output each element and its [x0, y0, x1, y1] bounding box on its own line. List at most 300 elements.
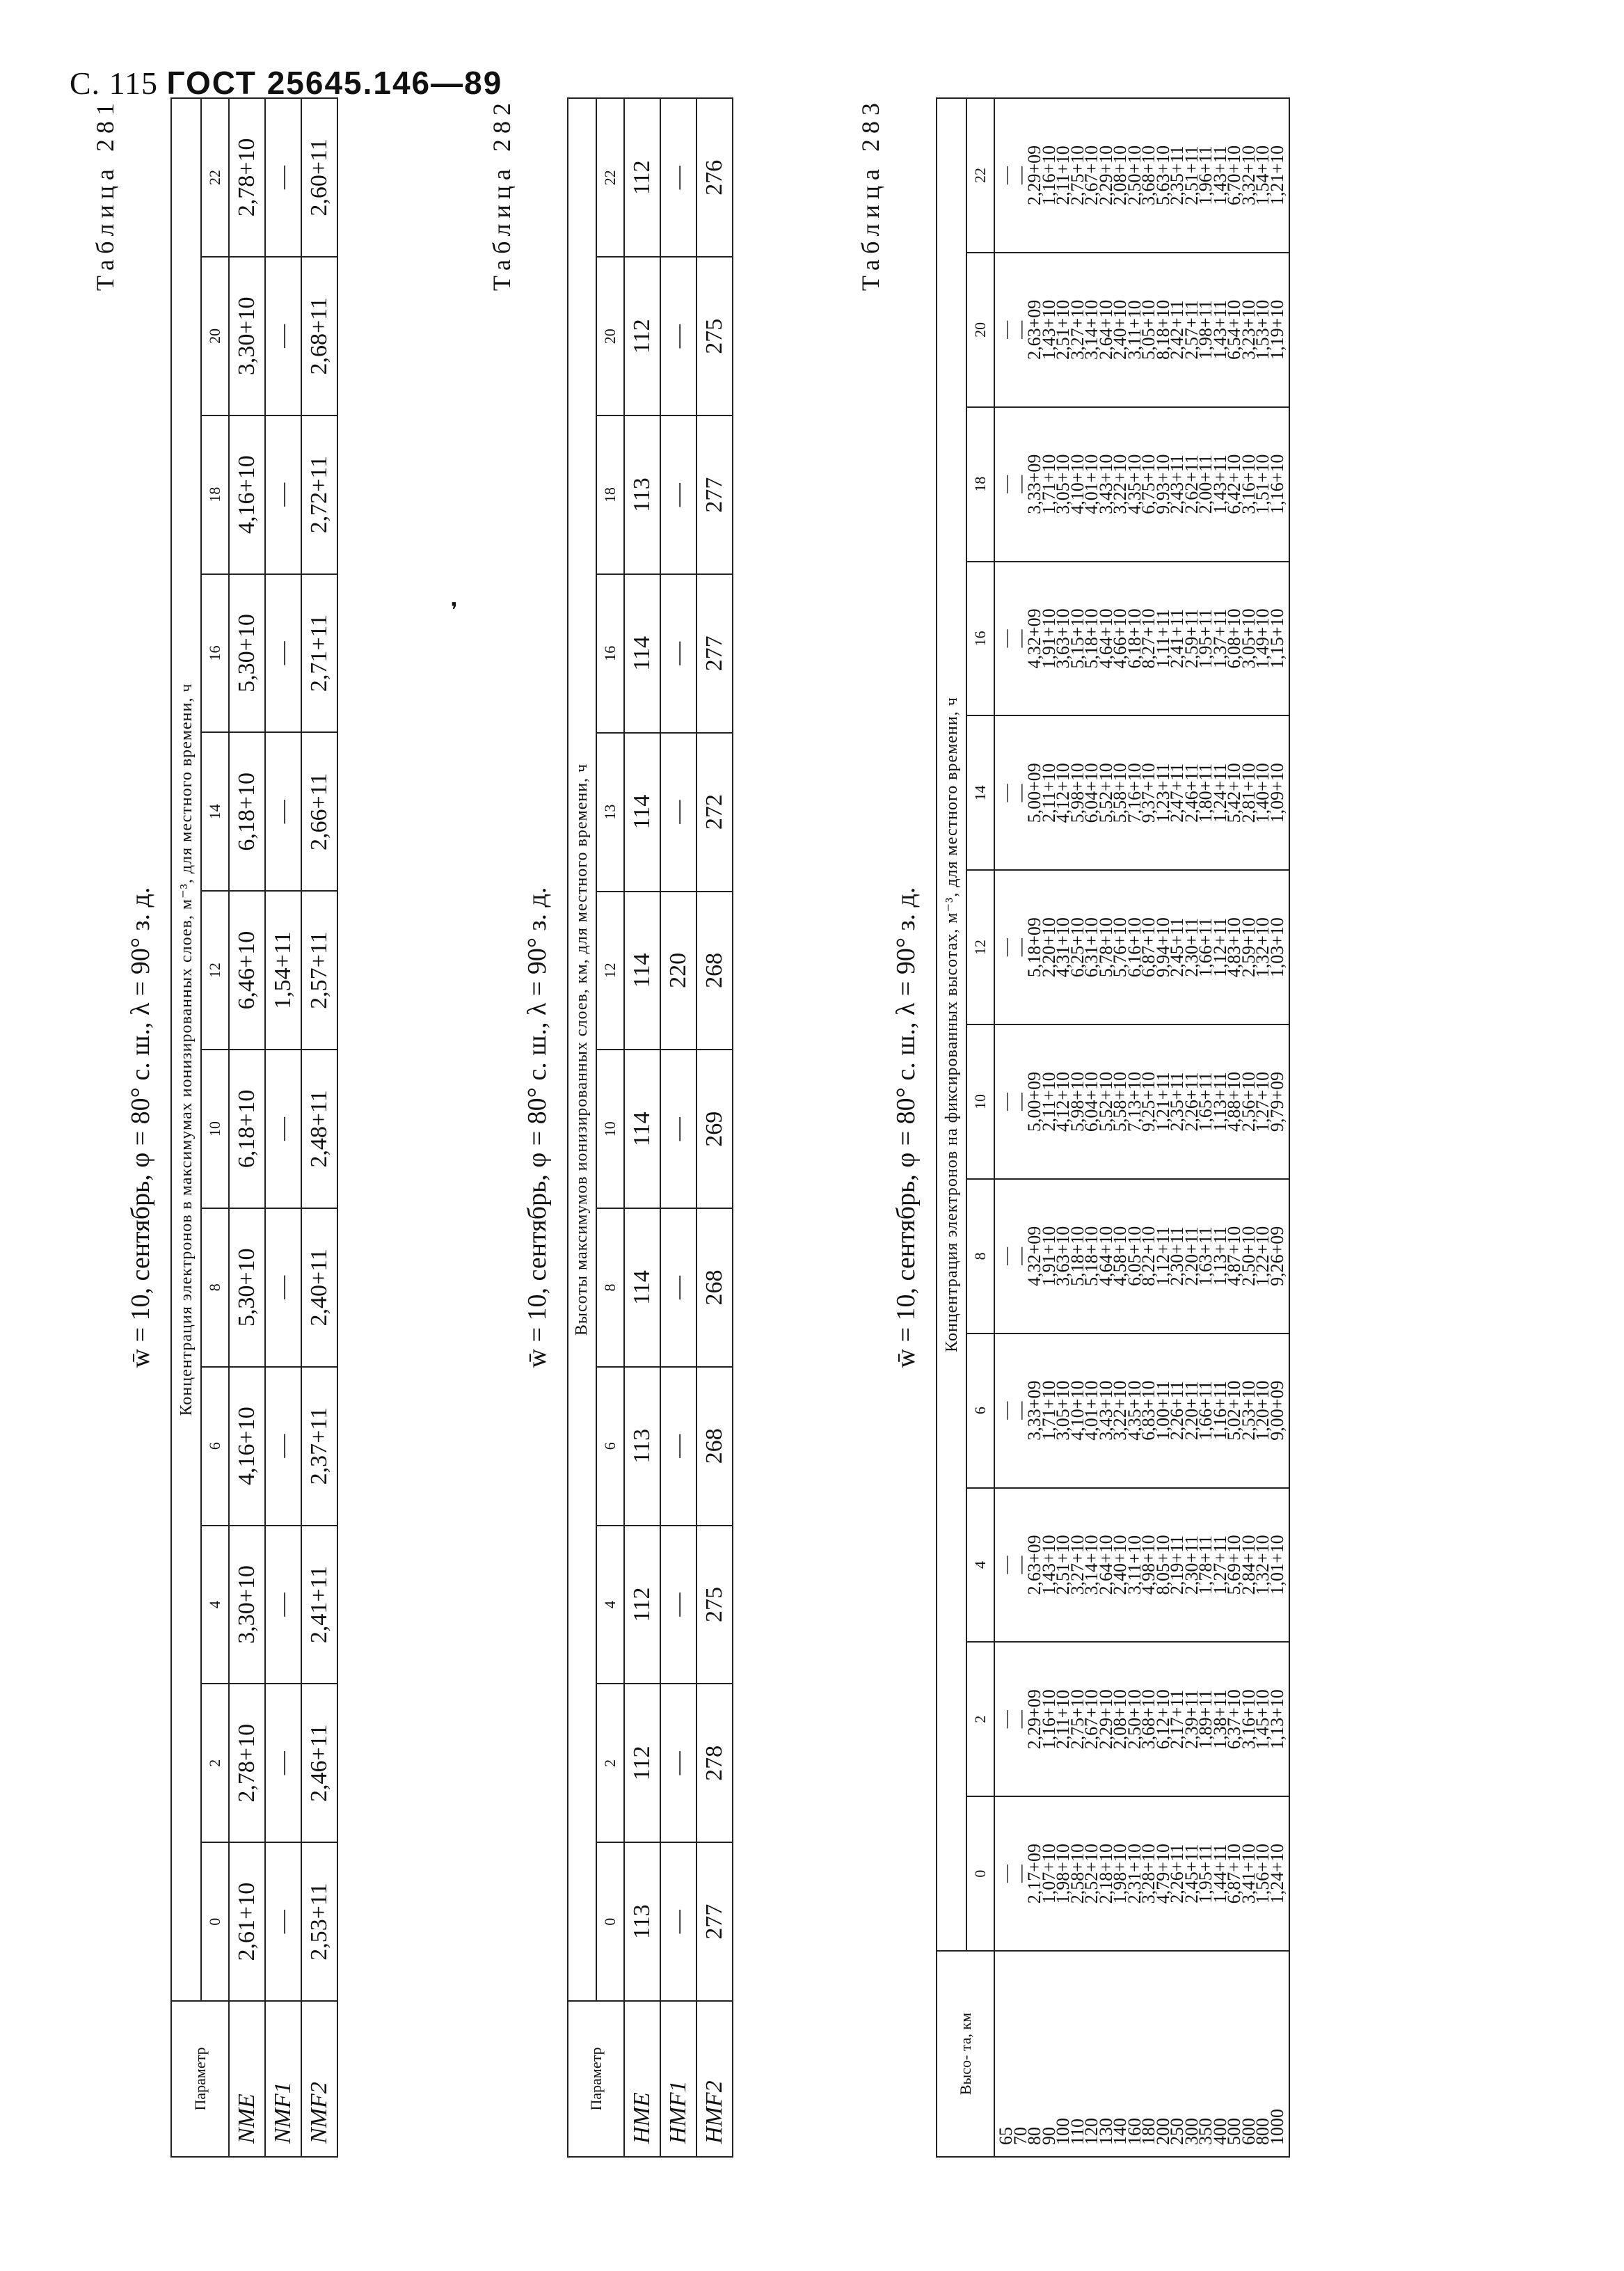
table-cell: 2,11+10	[1053, 1689, 1073, 1749]
table-cell: 2,66+11	[301, 732, 337, 891]
table-cell: 2,59+11	[1181, 608, 1202, 669]
table-cell: 1,22+10	[1252, 1226, 1273, 1286]
table-cell: 5,18+10	[1067, 1226, 1088, 1286]
table-cell: 1,03+10	[1266, 917, 1287, 978]
table-label: Таблица 282	[488, 97, 516, 291]
table-cell: 1,16+10	[1038, 145, 1059, 206]
table-cell: 4,58+10	[1110, 1226, 1130, 1286]
table-cell: 5,76+10	[1110, 917, 1130, 978]
table-cell: 3,63+10	[1053, 608, 1073, 669]
altitude-value: 600	[1238, 2118, 1259, 2145]
table-cell: —	[660, 574, 696, 733]
table-cell: 272	[696, 733, 733, 892]
table-cell: 6,18+10	[229, 732, 265, 891]
altitude-value: 90	[1038, 2127, 1059, 2145]
table-cell: —	[660, 1367, 696, 1526]
table-cell: 2,43+11	[1167, 454, 1187, 514]
table-cell: 5,18+09	[1024, 917, 1044, 978]
table-cell: —	[660, 1684, 696, 1842]
table-cell: 2,50+10	[1124, 1689, 1145, 1750]
hour-header: 14	[966, 715, 994, 870]
table-cell: —	[265, 1526, 301, 1684]
table-cell: 2,58+10	[1067, 1844, 1088, 1904]
table-cell: 113	[624, 1842, 660, 2001]
table-cell: 113	[624, 416, 660, 574]
table-cell: —	[660, 1842, 696, 2001]
table-cell: 1,49+10	[1252, 608, 1273, 669]
table-cell: 3,28+10	[1138, 1844, 1159, 1904]
table-cell: 3,05+10	[1053, 454, 1073, 514]
hour-header: 6	[966, 1334, 994, 1488]
hour-header: 0	[201, 1842, 229, 2001]
hour-header: 8	[201, 1208, 229, 1367]
table-cell: 3,05+10	[1053, 1380, 1073, 1441]
table-cell: 9,93+10	[1152, 454, 1173, 514]
table-cell: 268	[696, 1367, 733, 1526]
table-cell: 3,27+10	[1067, 1535, 1088, 1595]
table-cell: 1,27+10	[1252, 1071, 1273, 1132]
table-cell: 5,63+10	[1152, 145, 1173, 206]
table-cell: 114	[624, 1208, 660, 1367]
table-cell: 5,30+10	[229, 1208, 265, 1367]
table-row	[265, 98, 301, 2157]
hour-header-row	[201, 98, 229, 2157]
table-cell: 2,40+10	[1110, 299, 1130, 360]
table-cell: 6,25+10	[1067, 917, 1088, 978]
table-row	[660, 98, 696, 2157]
table-cell: —	[1010, 166, 1030, 184]
table-cell: 6,37+10	[1224, 1689, 1244, 1750]
table-cell: 5,78+10	[1095, 917, 1116, 978]
table-cell: 114	[624, 1050, 660, 1208]
altitude-value: 500	[1224, 2118, 1244, 2145]
table-cell: 1,71+10	[1038, 454, 1059, 514]
param-name: NMF2	[301, 2001, 337, 2157]
table-cell: 1,51+10	[1252, 454, 1273, 514]
table-cell: 2,26+11	[1181, 1072, 1202, 1132]
table-cell: 5,18+10	[1081, 1226, 1101, 1286]
table-cell: 4,88+10	[1224, 1071, 1244, 1132]
table-cell: 1,16+11	[1209, 1381, 1230, 1441]
altitude-value: 800	[1252, 2118, 1273, 2145]
table-cell: 8,05+10	[1152, 1535, 1173, 1595]
table-cell: 4,01+10	[1081, 1380, 1101, 1441]
table-row	[301, 98, 337, 2157]
altitude-value: 80	[1024, 2127, 1044, 2145]
table-cell: 1,98+11	[1195, 300, 1216, 360]
table-cell: 2,30+11	[1167, 1226, 1187, 1286]
table-cell: 1,16+10	[1266, 454, 1287, 514]
table-cell: 1,16+10	[1038, 1689, 1059, 1750]
table-row	[994, 98, 1289, 2157]
table-cell: 2,26+11	[1167, 1381, 1187, 1441]
table-cell: 4,66+10	[1110, 608, 1130, 669]
hour-header-row	[966, 98, 994, 2157]
table-cell: 1,15+10	[1266, 608, 1287, 669]
table-cell: 1,32+10	[1252, 917, 1273, 978]
hour-column	[994, 1642, 1289, 1796]
table-cell: 6,87+10	[1224, 1844, 1244, 1904]
table-cell: 4,87+10	[1224, 1226, 1244, 1286]
table-cell: 3,63+10	[1053, 1226, 1073, 1286]
hour-column	[994, 1488, 1289, 1643]
table-cell: 2,50+10	[1238, 1226, 1259, 1286]
table-283-block	[856, 70, 1559, 2158]
table-281-block	[90, 70, 466, 2158]
table-cell: 1,40+10	[1252, 763, 1273, 823]
hour-header: 8	[596, 1208, 624, 1367]
table-cell: 4,12+10	[1053, 763, 1073, 823]
hour-header: 10	[201, 1050, 229, 1208]
table-cell: 1,37+11	[1209, 608, 1230, 669]
table-cell: 1,80+11	[1195, 763, 1216, 823]
table-title: w̄ = 10, сентябрь, φ = 80° с. ш., λ = 90° з. д.	[891, 887, 921, 1368]
table-cell: 5,52+10	[1095, 1071, 1116, 1132]
table-cell: 2,72+11	[301, 416, 337, 574]
table-cell: 1,32+10	[1252, 1535, 1273, 1595]
table-cell: 2,20+11	[1181, 1381, 1202, 1441]
table-cell: 1,07+10	[1038, 1844, 1059, 1904]
hour-header: 0	[966, 1796, 994, 1951]
table-cell: 1,12+11	[1209, 917, 1230, 977]
table-cell: 5,52+10	[1095, 763, 1116, 823]
hour-header: 12	[966, 870, 994, 1024]
table-cell: 3,11+10	[1124, 300, 1145, 360]
table-cell: 4,83+10	[1224, 917, 1244, 978]
altitude-value: 100	[1053, 2118, 1073, 2145]
table-cell: 2,64+10	[1095, 299, 1116, 360]
hour-header: 14	[201, 732, 229, 891]
table-cell: 2,57+11	[301, 891, 337, 1050]
hour-header: 10	[966, 1024, 994, 1179]
table-cell: —	[996, 166, 1016, 184]
param-name: HME	[624, 2001, 660, 2157]
table-cell: —	[265, 1367, 301, 1526]
table-cell: 2,52+10	[1081, 1844, 1101, 1904]
altitude-value: 65	[996, 2127, 1016, 2145]
table-cell: 1,21+11	[1152, 1072, 1173, 1132]
table-cell: 1,56+10	[1252, 1844, 1273, 1904]
table-cell: 2,37+11	[301, 1367, 337, 1526]
table-cell: 1,54+11	[265, 891, 301, 1050]
table-cell: 8,18+10	[1152, 299, 1173, 360]
table-cell: 4,31+10	[1053, 917, 1073, 978]
table-cell: 1,13+11	[1209, 1226, 1230, 1286]
table-cell: 1,91+10	[1038, 1226, 1059, 1286]
table-cell: 8,22+10	[1138, 1226, 1159, 1286]
hour-header: 13	[596, 733, 624, 892]
table-row	[229, 98, 265, 2157]
table-cell: 2,40+10	[1110, 1535, 1130, 1595]
table-cell: 113	[624, 1367, 660, 1526]
hour-column	[994, 407, 1289, 562]
table-cell: 1,89+11	[1195, 1689, 1216, 1749]
table-cell: 114	[624, 733, 660, 892]
altitude-value: 130	[1095, 2118, 1116, 2145]
table-cell: 4,98+10	[1138, 1535, 1159, 1595]
hour-header: 6	[596, 1367, 624, 1526]
table-cell: 268	[696, 892, 733, 1050]
table-cell: 9,79+09	[1266, 1071, 1287, 1132]
table-cell: 5,58+10	[1110, 763, 1130, 823]
table-cell: 1,66+11	[1195, 917, 1216, 977]
table-cell: 9,00+09	[1266, 1380, 1287, 1441]
table-cell: 1,19+10	[1266, 299, 1287, 360]
table-cell: 278	[696, 1684, 733, 1842]
hour-header: 4	[596, 1526, 624, 1684]
table-cell: 1,43+11	[1209, 145, 1230, 205]
param-name: HMF1	[660, 2001, 696, 2157]
table-cell: —	[1010, 475, 1030, 493]
table-cell: 2,71+11	[301, 574, 337, 733]
table-cell: 2,40+11	[301, 1208, 337, 1367]
table-label: Таблица 281	[91, 97, 119, 291]
table-cell: 6,54+10	[1224, 299, 1244, 360]
table-cell: —	[1010, 1401, 1030, 1420]
table-cell: —	[265, 1050, 301, 1208]
table-label: Таблица 283	[857, 97, 884, 291]
altitude-value: 400	[1209, 2118, 1230, 2145]
hour-header: 2	[201, 1684, 229, 1842]
table-cell: 9,26+09	[1266, 1226, 1287, 1286]
table-cell: 1,71+10	[1038, 1380, 1059, 1441]
table-cell: 5,30+10	[229, 574, 265, 733]
table-cell: 276	[696, 98, 733, 257]
table-cell: 3,68+10	[1138, 145, 1159, 206]
table-cell: 269	[696, 1050, 733, 1208]
table-cell: 1,65+11	[1195, 1072, 1216, 1132]
table-cell: 3,14+10	[1081, 299, 1101, 360]
table-cell: 5,02+10	[1224, 1380, 1244, 1441]
table-cell: —	[1010, 1247, 1030, 1265]
hour-header: 18	[966, 407, 994, 562]
table-cell: 112	[624, 257, 660, 416]
table-cell: 4,35+10	[1124, 454, 1145, 514]
table-cell: 2,64+10	[1095, 1535, 1116, 1595]
hour-header: 16	[966, 562, 994, 716]
table-cell: 1,23+11	[1152, 763, 1173, 823]
table-cell: 1,98+10	[1110, 1844, 1130, 1904]
table-cell: 9,37+10	[1138, 763, 1159, 823]
table-cell: 112	[624, 98, 660, 257]
table-cell: 112	[624, 1684, 660, 1842]
table-cell: —	[996, 1092, 1016, 1111]
table-cell: 4,16+10	[229, 416, 265, 574]
table-cell: 1,96+11	[1195, 145, 1216, 205]
altitude-value: 70	[1010, 2127, 1030, 2145]
hour-header: 22	[201, 98, 229, 257]
param-name: NMF1	[265, 2001, 301, 2157]
hour-header: 18	[201, 416, 229, 574]
table-cell: 7,13+10	[1124, 1071, 1145, 1132]
table-cell: 3,23+10	[1238, 299, 1259, 360]
table-cell: —	[265, 416, 301, 574]
table-cell: 3,30+10	[229, 257, 265, 416]
table-cell: —	[1010, 1865, 1030, 1883]
altitude-value: 120	[1081, 2118, 1101, 2145]
table-cell: 1,66+11	[1195, 1381, 1216, 1441]
altitude-value: 200	[1152, 2118, 1173, 2145]
table-cell: 3,68+10	[1138, 1689, 1159, 1750]
altitude-value: 1000	[1266, 2109, 1287, 2145]
table-cell: 2,35+11	[1167, 145, 1187, 205]
table-cell: 2,45+11	[1181, 1844, 1202, 1904]
table-cell: —	[660, 416, 696, 574]
table-cell: 2,61+10	[229, 1842, 265, 2001]
table-cell: 5,98+10	[1067, 1071, 1088, 1132]
table-cell: 6,75+10	[1138, 454, 1159, 514]
table-cell: 6,70+10	[1224, 145, 1244, 206]
table-cell: 4,32+09	[1024, 1226, 1044, 1286]
hour-header: 18	[596, 416, 624, 574]
table-cell: 2,11+10	[1038, 763, 1059, 823]
hour-header: 20	[201, 257, 229, 416]
table-cell: 2,75+10	[1067, 1689, 1088, 1750]
table-cell: 2,63+09	[1024, 1535, 1044, 1595]
hour-header: 22	[966, 98, 994, 253]
table-cell: 277	[696, 416, 733, 574]
hour-header: 6	[201, 1367, 229, 1526]
table-cell: 5,98+10	[1067, 763, 1088, 823]
table-cell: —	[996, 1247, 1016, 1265]
table-cell: —	[1010, 320, 1030, 339]
table-cell: 3,43+10	[1095, 1380, 1116, 1441]
table-cell: 7,16+10	[1124, 763, 1145, 823]
table-cell: 1,11+11	[1152, 609, 1173, 668]
hour-header: 12	[596, 892, 624, 1050]
table-cell: 2,39+11	[1181, 1689, 1202, 1749]
table-cell: 3,16+10	[1238, 454, 1259, 514]
altitude-value: 300	[1181, 2118, 1202, 2145]
table-row	[696, 98, 733, 2157]
table-cell: —	[660, 257, 696, 416]
table-cell: 5,42+10	[1224, 763, 1244, 823]
table-cell: 2,29+10	[1095, 1689, 1116, 1750]
table-cell: —	[265, 1684, 301, 1842]
hour-header: 2	[596, 1684, 624, 1842]
table-cell: 2,46+11	[1181, 763, 1202, 823]
hour-header: 0	[596, 1842, 624, 2001]
table-cell: 3,30+10	[229, 1526, 265, 1684]
table-cell: 5,15+10	[1067, 608, 1088, 669]
table-cell: 1,95+11	[1195, 608, 1216, 669]
table-cell: —	[265, 1208, 301, 1367]
table-cell: 4,35+10	[1124, 1380, 1145, 1441]
table-cell: 6,04+10	[1081, 763, 1101, 823]
table-cell: —	[265, 732, 301, 891]
table-cell: 5,58+10	[1110, 1071, 1130, 1132]
table-cell: 2,51+10	[1053, 1535, 1073, 1595]
table-cell: —	[1010, 938, 1030, 957]
param-header: Параметр	[171, 2001, 229, 2157]
altitude-value: 350	[1195, 2118, 1216, 2145]
table-cell: —	[996, 629, 1016, 648]
table-cell: 2,67+10	[1081, 145, 1101, 206]
table-cell: 2,11+10	[1053, 145, 1073, 205]
table-cell: 1,54+10	[1252, 145, 1273, 206]
table-cell: 5,69+10	[1224, 1535, 1244, 1595]
hour-column	[994, 715, 1289, 870]
table-cell: 2,29+09	[1024, 145, 1044, 206]
table-cell: 1,78+11	[1195, 1535, 1216, 1595]
table-cell: 2,41+11	[1167, 608, 1187, 669]
altitude-value: 180	[1138, 2118, 1159, 2145]
table-cell: —	[1010, 1556, 1030, 1574]
table-cell: 2,56+10	[1238, 1071, 1259, 1132]
table-cell: 2,67+10	[1081, 1689, 1101, 1750]
hour-header: 10	[596, 1050, 624, 1208]
gost-designation: ГОСТ 25645.146—89	[166, 65, 503, 101]
table-cell: 3,14+10	[1081, 1535, 1101, 1595]
table-cell: 2,19+11	[1167, 1535, 1187, 1595]
page-number: С. 115	[70, 65, 158, 101]
table-cell: 6,16+10	[1124, 917, 1145, 978]
altitude-value: 250	[1167, 2118, 1187, 2145]
table-cell: 1,24+11	[1209, 763, 1230, 823]
table-cell: 1,27+11	[1209, 1535, 1230, 1595]
table-cell: —	[1010, 1710, 1030, 1729]
table-cell: —	[996, 1865, 1016, 1883]
table-cell: 2,75+10	[1067, 145, 1088, 206]
table-cell: 2,59+10	[1238, 917, 1259, 978]
table-cell: 2,17+09	[1024, 1844, 1044, 1904]
table-cell: —	[660, 1208, 696, 1367]
table-cell: 3,33+09	[1024, 454, 1044, 514]
table-cell: 6,12+10	[1152, 1689, 1173, 1750]
table-cell: 2,41+11	[301, 1526, 337, 1684]
table-cell: 1,95+11	[1195, 1844, 1216, 1904]
table-cell: 4,79+10	[1152, 1844, 1173, 1904]
table-cell: 4,16+10	[229, 1367, 265, 1526]
table-cell: 4,10+10	[1067, 1380, 1088, 1441]
table-cell: 114	[624, 574, 660, 733]
table-cell: 3,22+10	[1110, 454, 1130, 514]
table-cell: 9,25+10	[1138, 1071, 1159, 1132]
table-cell: 2,08+10	[1110, 145, 1130, 206]
table-cell: 5,00+09	[1024, 1071, 1044, 1132]
hour-header-row	[596, 98, 624, 2157]
table-cell: 1,00+11	[1152, 1381, 1173, 1441]
table-cell: 2,30+11	[1181, 917, 1202, 977]
table-cell: 2,29+09	[1024, 1689, 1044, 1750]
table-cell: 2,17+11	[1167, 1689, 1187, 1749]
table-cell: 2,47+11	[1167, 763, 1187, 823]
table-cell: 220	[660, 892, 696, 1050]
table-cell: —	[996, 475, 1016, 493]
table-cell: 1,43+10	[1038, 1535, 1059, 1595]
table-cell: 275	[696, 1526, 733, 1684]
table-cell: 6,42+10	[1224, 454, 1244, 514]
table-cell: —	[996, 1556, 1016, 1574]
table-cell: 6,31+10	[1081, 917, 1101, 978]
table-cell: 1,09+10	[1266, 763, 1287, 823]
table-title: w̄ = 10, сентябрь, φ = 80° с. ш., λ = 90° з. д.	[126, 887, 155, 1368]
table-cell: 6,05+10	[1124, 1226, 1145, 1286]
table-cell: 2,57+11	[1181, 300, 1202, 360]
table-cell: 2,11+10	[1038, 1072, 1059, 1132]
table-281	[170, 97, 338, 2158]
table-cell: —	[1010, 1092, 1030, 1111]
table-283	[936, 97, 1290, 2158]
table-cell: 2,53+10	[1238, 1380, 1259, 1441]
table-cell: 268	[696, 1208, 733, 1367]
table-cell: 1,45+10	[1252, 1689, 1273, 1750]
table-cell: 1,21+10	[1266, 145, 1287, 206]
table-subtitle: Концентрация электронов на фиксированных высотах, м⁻³, для местного времени, ч	[937, 98, 966, 1951]
table-cell: 1,20+10	[1252, 1380, 1273, 1441]
table-cell: 2,81+10	[1238, 763, 1259, 823]
table-cell: 3,27+10	[1067, 299, 1088, 360]
